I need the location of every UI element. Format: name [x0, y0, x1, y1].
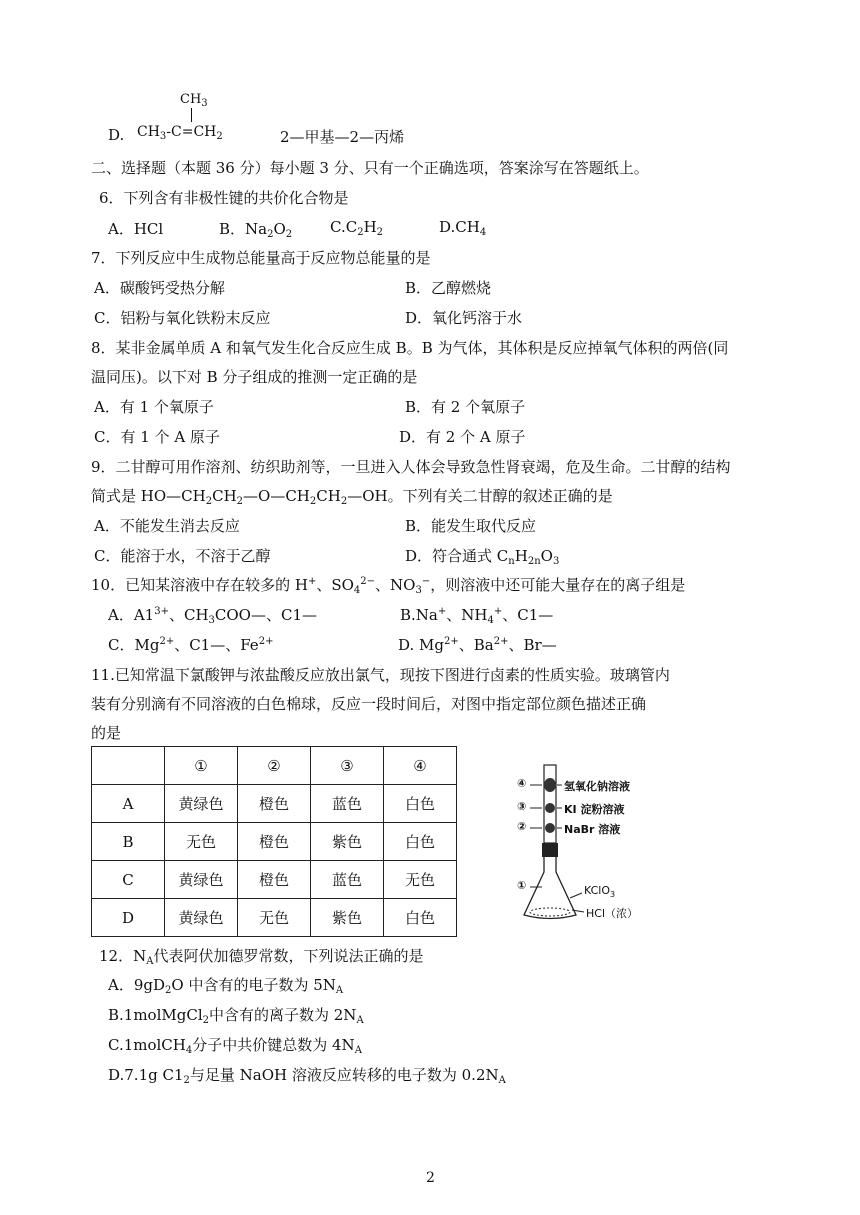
q12-option-b: B.1molMgCl$_2$中含有的离子数为 $2N_A$ [108, 1006, 364, 1026]
q8-option-b: B．有 2 个氧原子 [405, 398, 526, 416]
q10-option-b: B.Na+、$NH_4^+$、C1— [400, 606, 554, 626]
table-header-cell: ① [165, 747, 238, 785]
figure-label-1: ① [517, 879, 527, 892]
q6-stem: 6．下列含有非极性键的共价化合物是 [99, 189, 349, 207]
reactants [530, 908, 570, 916]
bond-line [191, 108, 192, 122]
q10-option-c: C．$Mg^{2+}$、C1—、$Fe^{2+}$ [108, 636, 274, 654]
table-cell: 紫色 [311, 899, 384, 937]
q7-option-b: B．乙醇燃烧 [405, 279, 492, 297]
ch3-top: $CH_3$ [180, 92, 208, 109]
figure-text-naoh: 氢氧化钠溶液 [564, 780, 630, 793]
q7-option-d: D．氧化钙溶于水 [405, 309, 523, 327]
table-row [92, 785, 457, 823]
q8-stem-line2: 温同压)。以下对 B 分子组成的推测一定正确的是 [91, 368, 418, 386]
q11-stem-line1: 11.已知常温下氯酸钾与浓盐酸反应放出氯气，现按下图进行卤素的性质实验。玻璃管内 [91, 666, 670, 684]
structural-formula: $CH_3-C=CH_2$ [137, 124, 223, 142]
figure-label-2: ② [517, 820, 527, 833]
q11-stem-line2: 装有分别滴有不同溶液的白色棉球，反应一段时间后，对图中指定部位颜色描述正确 [91, 695, 647, 713]
table-cell: 白色 [384, 785, 457, 823]
q11-stem-line3: 的是 [91, 724, 122, 742]
figure-label-3: ③ [517, 800, 527, 813]
table-cell: 黄绿色 [165, 899, 238, 937]
table-cell: 黄绿色 [165, 861, 238, 899]
table-cell: 无色 [165, 823, 238, 861]
table-cell: 蓝色 [311, 861, 384, 899]
q10-option-a: A．$A1^{3+}$、$CH_3COO—$、C1— [108, 606, 317, 626]
table-cell: D [92, 899, 165, 937]
figure-text-kclo3: KClO$_3$ [584, 884, 616, 899]
table-cell: 无色 [384, 861, 457, 899]
table-cell: 橙色 [238, 861, 311, 899]
table-cell: 橙色 [238, 785, 311, 823]
q12-stem: 12．$N_A$代表阿伏加德罗常数，下列说法正确的是 [99, 947, 424, 967]
q7-option-a: A．碳酸钙受热分解 [94, 279, 225, 297]
q8-option-a: A．有 1 个氧原子 [94, 398, 214, 416]
table-cell: B [92, 823, 165, 861]
section-heading: 二、选择题（本题 36 分）每小题 3 分、只有一个正确选项，答案涂写在答题纸上。 [91, 159, 649, 177]
q5-option-d-label: D. [108, 126, 125, 144]
q8-option-c: C．有 1 个 A 原子 [94, 428, 220, 446]
table-cell: 黄绿色 [165, 785, 238, 823]
figure-text-nabr: NaBr 溶液 [564, 823, 621, 836]
q9-option-c: C．能溶于水，不溶于乙醇 [94, 547, 271, 565]
table-header-cell: ③ [311, 747, 384, 785]
stopper [542, 843, 558, 857]
table-header-cell [92, 747, 165, 785]
q8-stem-line1: 8．某非金属单质 A 和氧气发生化合反应生成 B。B 为气体，其体积是反应掉氧气体积的两倍(同 [91, 339, 729, 357]
table-cell: 橙色 [238, 823, 311, 861]
table-row [92, 899, 457, 937]
table-cell: A [92, 785, 165, 823]
cotton-ball-3 [545, 803, 555, 813]
table-cell: 无色 [238, 899, 311, 937]
table-row [92, 823, 457, 861]
page-number: 2 [426, 1170, 435, 1186]
q6-option-d: $D.CH_4$ [439, 218, 487, 238]
cotton-ball-2 [545, 823, 555, 833]
figure-text-ki: KI 淀粉溶液 [564, 803, 625, 816]
table-cell: 紫色 [311, 823, 384, 861]
table-cell: 蓝色 [311, 785, 384, 823]
q9-option-a: A．不能发生消去反应 [94, 517, 240, 535]
q6-option-b: B．$Na_2O_2$ [219, 220, 293, 240]
q6-option-a: A．HCl [108, 220, 164, 238]
table-cell: C [92, 861, 165, 899]
q8-option-d: D．有 2 个 A 原子 [399, 428, 526, 446]
table-header-cell: ④ [384, 747, 457, 785]
q9-stem-line2: 简式是 $HO—CH_2CH_2—O—CH_2CH_2—OH$。下列有关二甘醇的叙述正确的是 [91, 487, 613, 507]
q5-option-d-name: 2—甲基—2—丙烯 [280, 128, 405, 146]
q9-option-b: B．能发生取代反应 [405, 517, 537, 535]
cotton-ball-4 [544, 778, 556, 792]
q9-option-d: D．符合通式 $C_nH_{2n}O_3$ [405, 547, 560, 567]
table-cell: 白色 [384, 899, 457, 937]
table-row [92, 861, 457, 899]
conical-flask [524, 857, 576, 919]
q11-color-table [91, 746, 457, 937]
figure-label-4: ④ [517, 777, 527, 790]
q10-option-d: D. $Mg^{2+}$、$Ba^{2+}$、Br— [398, 636, 557, 654]
q12-option-c: C.1molCH$_4$分子中共价键总数为 $4N_A$ [108, 1036, 362, 1056]
q6-option-c: $C.C_2H_2$ [330, 218, 384, 238]
figure-text-hcl: HCl（浓） [586, 907, 639, 920]
table-cell: 白色 [384, 823, 457, 861]
q7-stem: 7．下列反应中生成物总能量高于反应物总能量的是 [91, 249, 431, 267]
q9-stem-line1: 9．二甘醇可用作溶剂、纺织助剂等，一旦进入人体会导致急性肾衰竭，危及生命。二甘醇的结构 [91, 458, 731, 476]
table-header-row [92, 747, 457, 785]
q12-option-d: D.7.1g $C1_2$与足量 NaOH 溶液反应转移的电子数为 $0.2N_A$ [108, 1066, 506, 1086]
leader-kclo3 [570, 893, 582, 898]
q10-stem: 10．已知某溶液中存在较多的 H+、$SO_4^{2-}$、$NO_3^-$，则溶液中还可能大量存在的离子组是 [91, 576, 686, 596]
q12-option-a: A．$9gD_2O$ 中含有的电子数为 $5N_A$ [108, 976, 344, 996]
table-header-cell: ② [238, 747, 311, 785]
q7-option-c: C．铝粉与氧化铁粉末反应 [94, 309, 271, 327]
